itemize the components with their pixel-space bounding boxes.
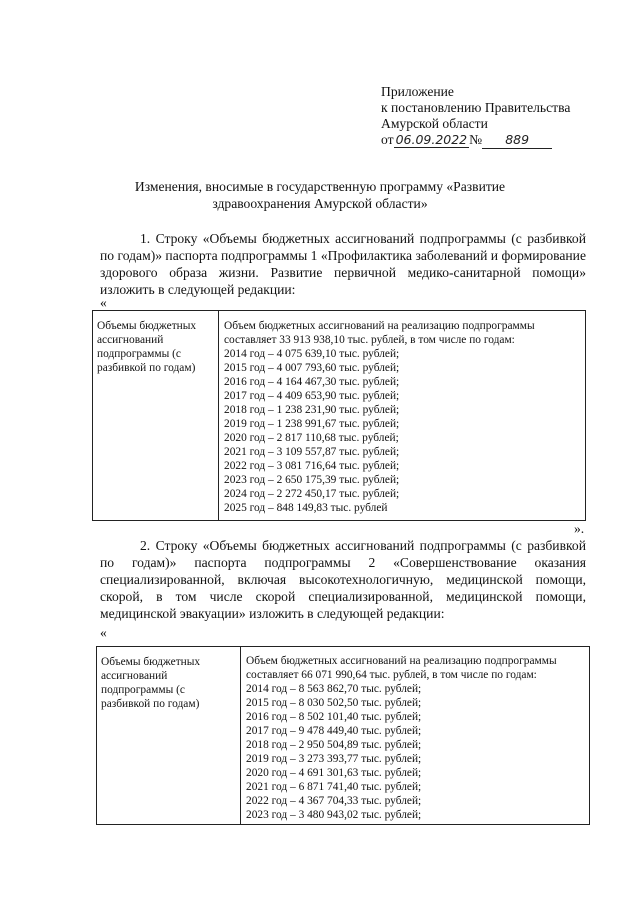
number-sign: № (469, 132, 483, 147)
appendix-region: Амурской области (381, 116, 488, 131)
year-line: 2015 год – 8 030 502,50 тыс. рублей; (246, 697, 422, 709)
table-label-cell: Объемы бюджетных ассигнований подпрограммы (с разбивкой по годам) (93, 311, 219, 521)
from-prefix: от (381, 132, 394, 147)
year-line: 2021 год – 6 871 741,40 тыс. рублей; (246, 781, 422, 793)
handwritten-number: 889 (482, 132, 552, 149)
budget-table-1 (92, 310, 586, 521)
year-line: 2023 год – 3 480 943,02 тыс. рублей; (246, 809, 422, 821)
year-line: 2019 год – 1 238 991,67 тыс. рублей; (224, 418, 400, 430)
title-line-1: Изменения, вносимые в государственную программу «Развитие (134, 179, 506, 194)
paragraph-2: 2. Строку «Объемы бюджетных ассигнований подпрограммы (с разбивкой по годам)» паспорта подпрограммы 2 «Совершенствование оказания специализированной, включая высокотехнологичную, медицинской помощи, скорой, в том числе скорой специализированной, медицинской помощи, медицинской эвакуации» изложить в следующей редакции: (100, 538, 586, 621)
document-title (90, 178, 550, 212)
handwritten-date: 06.09.2022 (395, 132, 468, 147)
table-row (93, 311, 586, 521)
year-line: 2020 год – 2 817 110,68 тыс. рублей; (224, 432, 399, 444)
year-line: 2016 год – 4 164 467,30 тыс. рублей; (224, 376, 400, 388)
appendix-date-number (381, 132, 570, 149)
paragraph-1: 1. Строку «Объемы бюджетных ассигнований подпрограммы (с разбивкой по годам)» паспорта подпрограммы 1 «Профилактика заболеваний и формирование здорового образа жизни. Развитие первичной медико-санитарной помощи» изложить в следующей редакции: (100, 231, 586, 297)
allocation-intro: Объем бюджетных ассигнований на реализацию подпрограммы составляет 33 913 938,10 тыс. рублей, в том числе по годам: (224, 320, 535, 346)
table-value-cell (241, 647, 590, 825)
year-line: 2022 год – 4 367 704,33 тыс. рублей; (246, 795, 422, 807)
opening-quote-2: « (100, 625, 107, 640)
year-line: 2020 год – 4 691 301,63 тыс. рублей; (246, 767, 422, 779)
year-line: 2024 год – 2 272 450,17 тыс. рублей; (224, 488, 400, 500)
appendix-title: Приложение (381, 84, 454, 99)
table-label-cell: Объемы бюджетных ассигнований подпрограммы (с разбивкой по годам) (97, 647, 241, 825)
year-line: 2017 год – 4 409 653,90 тыс. рублей; (224, 390, 400, 402)
year-line: 2025 год – 848 149,83 тыс. рублей (224, 502, 388, 514)
closing-quote-1: ». (574, 521, 585, 536)
year-line: 2015 год – 4 007 793,60 тыс. рублей; (224, 362, 400, 374)
appendix-resolution: к постановлению Правительства (381, 100, 571, 115)
year-line: 2018 год – 2 950 504,89 тыс. рублей; (246, 739, 422, 751)
budget-table-2 (96, 646, 590, 825)
year-line: 2021 год – 3 109 557,87 тыс. рублей; (224, 446, 400, 458)
year-line: 2018 год – 1 238 231,90 тыс. рублей; (224, 404, 400, 416)
table-row (97, 647, 590, 825)
title-line-2: здравоохранения Амурской области» (212, 196, 428, 211)
appendix-block (381, 84, 570, 149)
year-line: 2017 год – 9 478 449,40 тыс. рублей; (246, 725, 422, 737)
opening-quote-1: « (100, 295, 107, 310)
year-line: 2014 год – 8 563 862,70 тыс. рублей; (246, 683, 422, 695)
year-line: 2023 год – 2 650 175,39 тыс. рублей; (224, 474, 400, 486)
table-value-cell (219, 311, 586, 521)
year-line: 2014 год – 4 075 639,10 тыс. рублей; (224, 348, 400, 360)
year-line: 2019 год – 3 273 393,77 тыс. рублей; (246, 753, 422, 765)
year-line: 2016 год – 8 502 101,40 тыс. рублей; (246, 711, 422, 723)
year-line: 2022 год – 3 081 716,64 тыс. рублей; (224, 460, 400, 472)
allocation-intro: Объем бюджетных ассигнований на реализацию подпрограммы составляет 66 071 990,64 тыс. рублей, в том числе по годам: (246, 655, 557, 681)
